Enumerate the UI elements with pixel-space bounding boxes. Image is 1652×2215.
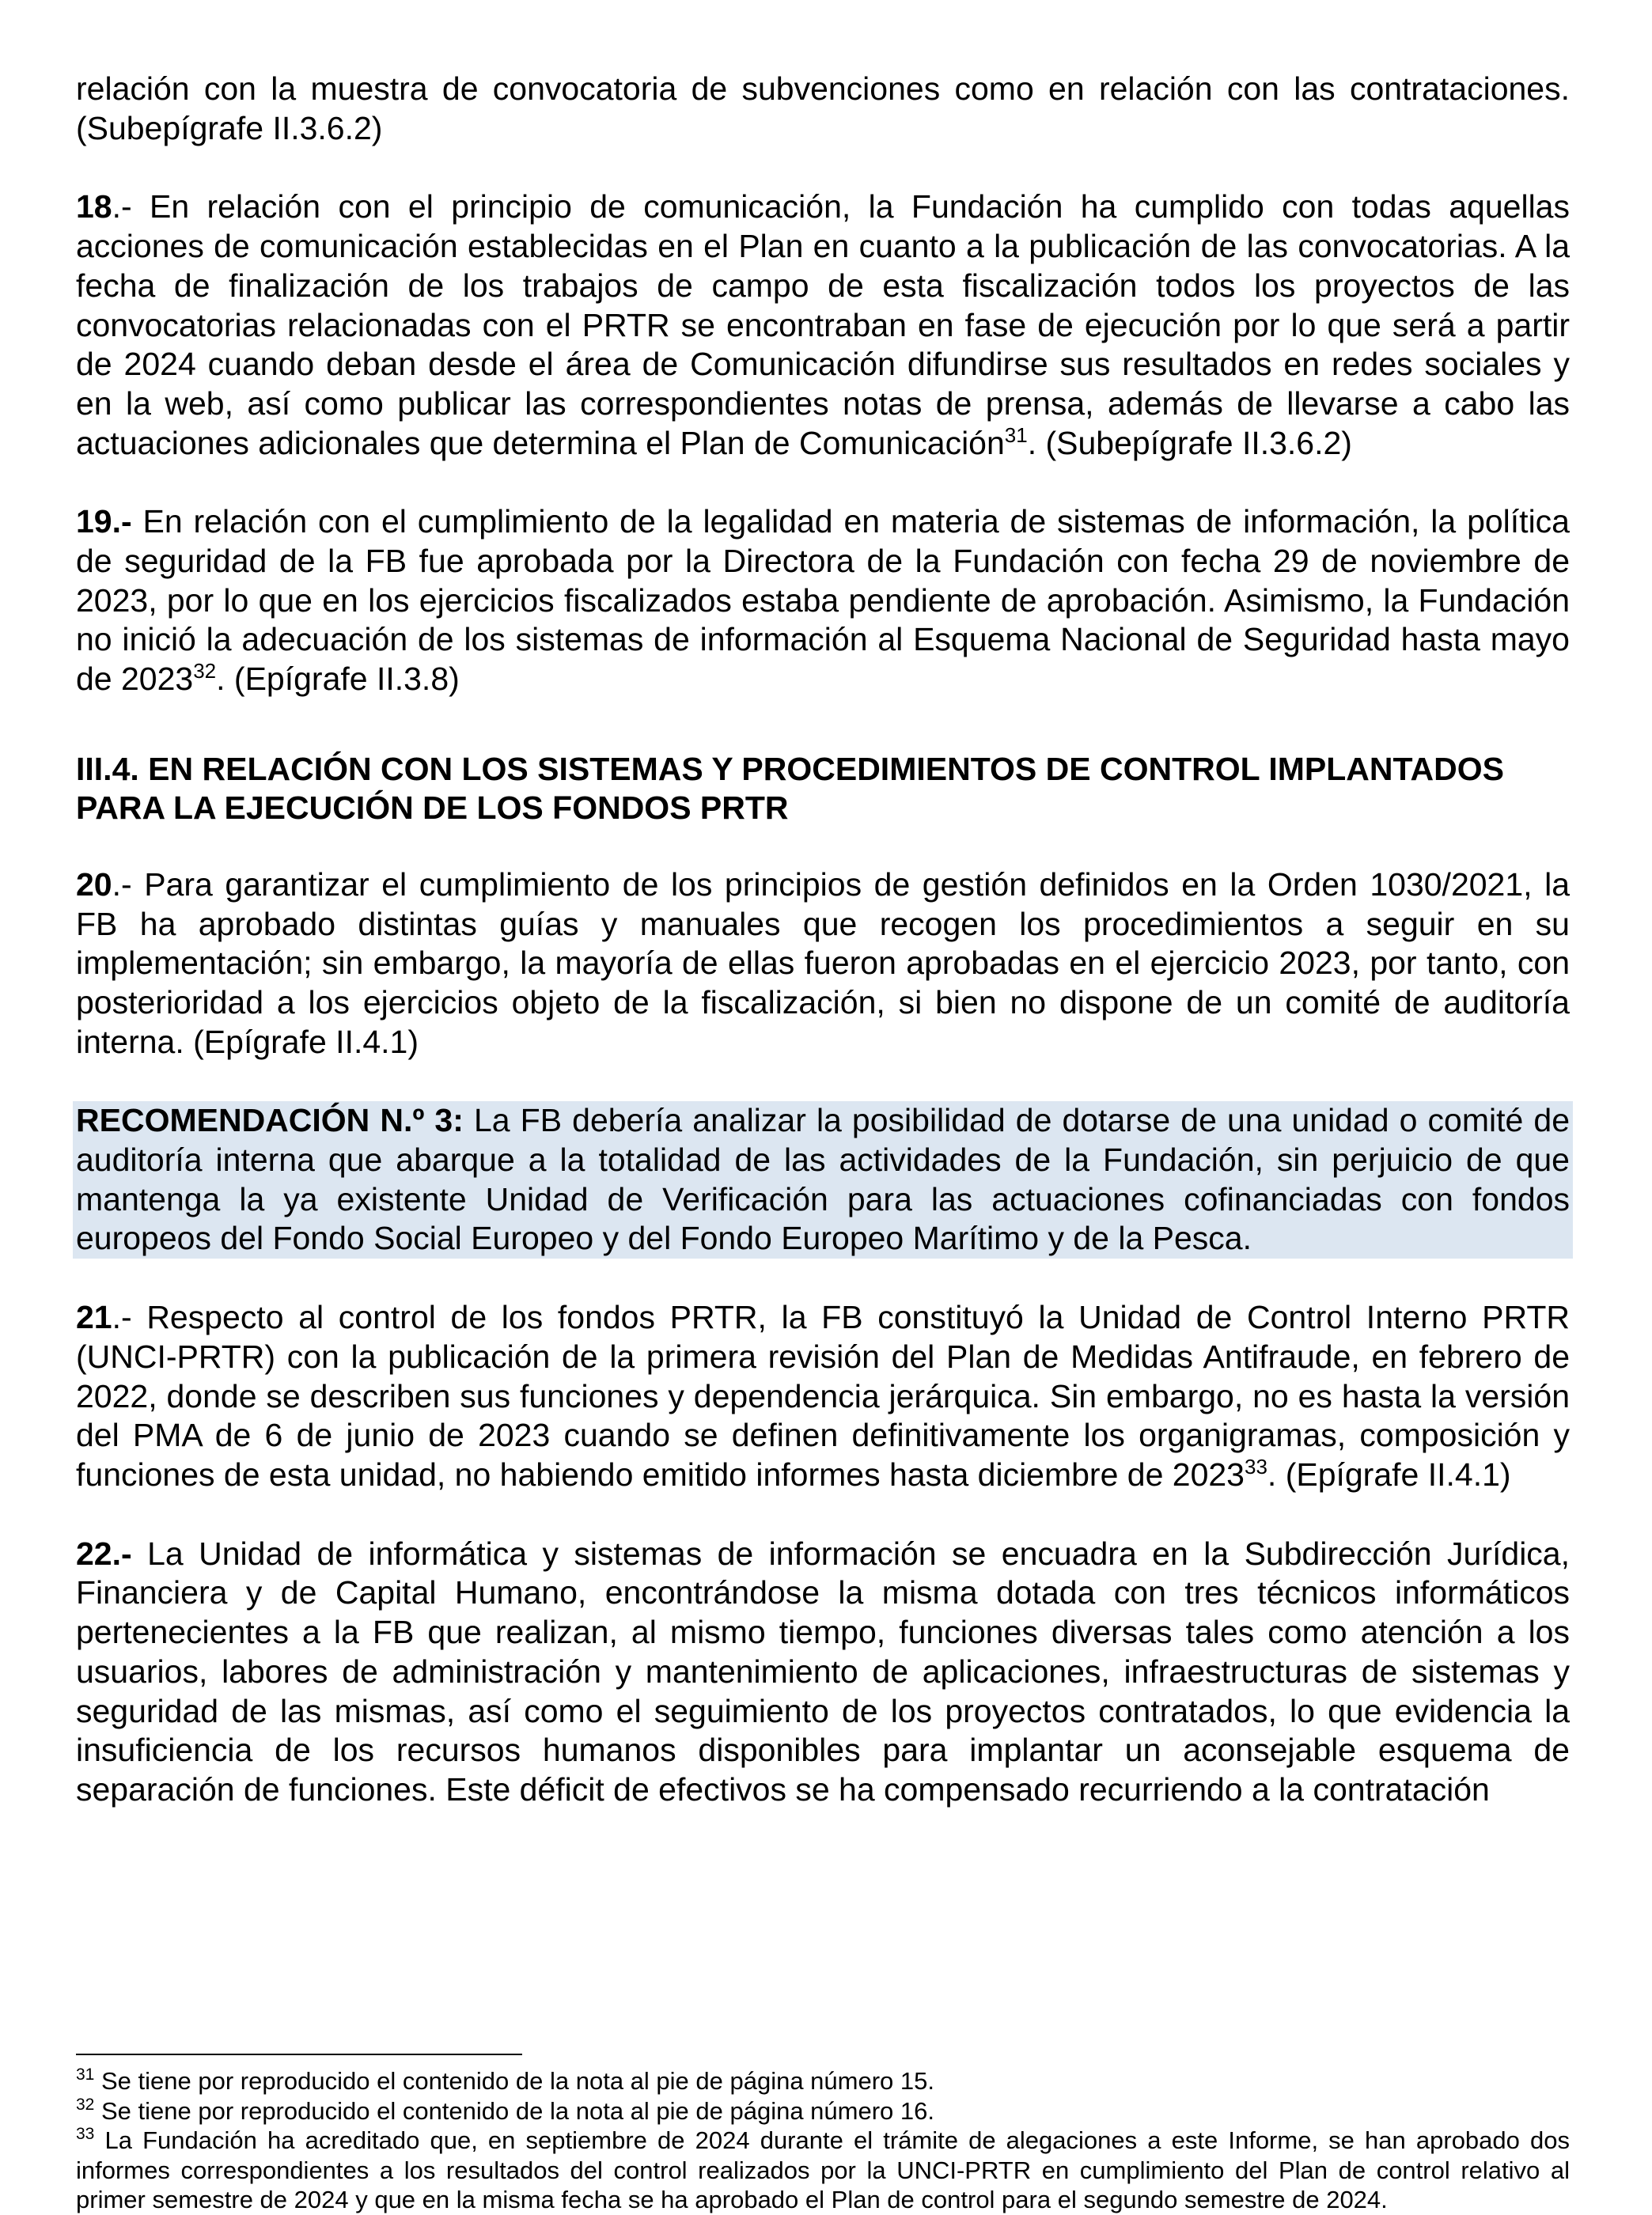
section-heading-line-1: III.4. EN RELACIÓN CON LOS SISTEMAS Y PROCEDIMIENTOS DE CONTROL IMPLANTADOS [76, 750, 1504, 787]
paragraph-number: 22.- [76, 1535, 132, 1572]
recommendation-text: La FB debería analizar la posibilidad de dotarse de una unidad o comité de auditoría interna que abarque a la totalidad de las actividades de la Fundación, sin perjuicio de que mantenga la ya existente Unidad de Verificación para las actuaciones cofinanciadas con fondos europeos del Fondo Social Europeo y del Fondo Europeo Marítimo y de la Pesca. [76, 1102, 1571, 1257]
paragraph-number: 18 [76, 188, 112, 225]
section-heading-line-2: PARA LA EJECUCIÓN DE LOS FONDOS PRTR [76, 789, 789, 826]
paragraph-number: 21 [76, 1299, 112, 1336]
recommendation-label: RECOMENDACIÓN N.º 3: [76, 1102, 464, 1139]
footnote: $^{32}$ Se tiene por reproducido el contenido de la nota al pie de página número 16. [76, 2095, 935, 2125]
footnote-number: 33 [76, 2125, 95, 2143]
paragraph-number: 19.- [76, 503, 132, 540]
footnote-ref-31[interactable]: 31 [1004, 422, 1028, 447]
section-heading [76, 750, 1570, 827]
paragraph-22: 22.- La Unidad de informática y sistemas de información se encuadra en la Subdirección Jurídica, Financiera y de Capital Humano, encontrándose la misma dotada con tres técnicos informáticos pertenecientes a la FB que realizan, al mismo tiempo, funciones diversas tales como atención a los usuarios, labores de administración y mantenimiento de aplicaciones, infraestructuras de sistemas y seguridad de las mismas, así como el seguimiento de los proyectos contratados, lo que evidencia la insuficiencia de los recursos humanos disponibles para implantar un aconsejable esquema de separación de funciones. Este déficit de efectivos se ha compensado recurriendo a la contratación [76, 1535, 1570, 1808]
paragraph-20: 20.- Para garantizar el cumplimiento de los principios de gestión definidos en la Orden 1030/2021, la FB ha aprobado distintas guías y manuales que recogen los procedimientos a seguir en su implementación; sin embargo, la mayoría de ellas fueron aprobadas en el ejercicio 2023, por tanto, con posterioridad a los ejercicios objeto de la fiscalización, si bien no dispone de un comité de auditoría interna. (Epígrafe II.4.1) [76, 865, 1571, 1060]
paragraph-number: 20 [76, 865, 112, 903]
paragraph-18: 18.- En relación con el principio de comunicación, la Fundación ha cumplido con todas aquellas acciones de comunicación establecidas en el Plan en cuanto a la publicación de las convocatorias. A la fecha de finalización de los trabajos de campo de esta fiscalización todos los proyectos de las convocatorias relacionadas con el PRTR se encontraban en fase de ejecución por lo que será a partir de 2024 cuando deban desde el área de Comunicación difundirse sus resultados en redes sociales y en la web, así como publicar las correspondientes notas de prensa, además de llevarse a cabo las actuaciones adicionales que determina el Plan de Comunicación$^{31}$. (Subepígrafe II.3.6.2) [76, 188, 1570, 461]
footnote: $^{33}$ La Fundación ha acreditado que, en septiembre de 2024 durante el trámite de alegaciones a este Informe, se han aprobado dos informes correspondientes a los resultados del control realizados por la UNCI-PRTR en cumplimiento del Plan de control relativo al primer semestre de 2024 y que en la misma fecha se ha aprobado el Plan de control para el segundo semestre de 2024. [76, 2125, 1570, 2213]
footnote-number: 31 [76, 2065, 95, 2084]
footnote-number: 32 [76, 2095, 95, 2114]
footnotes [76, 2066, 1570, 2215]
footnote: $^{31}$ Se tiene por reproducido el contenido de la nota al pie de página número 15. [76, 2065, 935, 2095]
recommendation-box [73, 1101, 1573, 1259]
footnote-separator [76, 2054, 522, 2055]
paragraph-continuation: relación con la muestra de convocatoria de subvenciones como en relación con las contrataciones. (Subepígrafe II.3.6.2) [76, 70, 1570, 146]
document-body [76, 70, 1570, 1810]
paragraph-21: 21.- Respecto al control de los fondos PRTR, la FB constituyó la Unidad de Control Interno PRTR (UNCI-PRTR) con la publicación de la primera revisión del Plan de Medidas Antifraude, en febrero de 2022, donde se describen sus funciones y dependencia jerárquica. Sin embargo, no es hasta la versión del PMA de 6 de junio de 2023 cuando se definen definitivamente los organigramas, composición y funciones de esta unidad, no habiendo emitido informes hasta diciembre de 2023$^{33}$. (Epígrafe II.4.1) [76, 1299, 1570, 1493]
footnote-ref-33[interactable]: 33 [1244, 1454, 1267, 1479]
paragraph-19: 19.- En relación con el cumplimiento de la legalidad en materia de sistemas de información, la política de seguridad de la FB fue aprobada por la Directora de la Fundación con fecha 29 de noviembre de 2023, por lo que en los ejercicios fiscalizados estaba pendiente de aprobación. Asimismo, la Fundación no inició la adecuación de los sistemas de información al Esquema Nacional de Seguridad hasta mayo de 2023$^{32}$. (Epígrafe II.3.8) [76, 503, 1570, 698]
footnote-ref-32[interactable]: 32 [193, 659, 217, 683]
